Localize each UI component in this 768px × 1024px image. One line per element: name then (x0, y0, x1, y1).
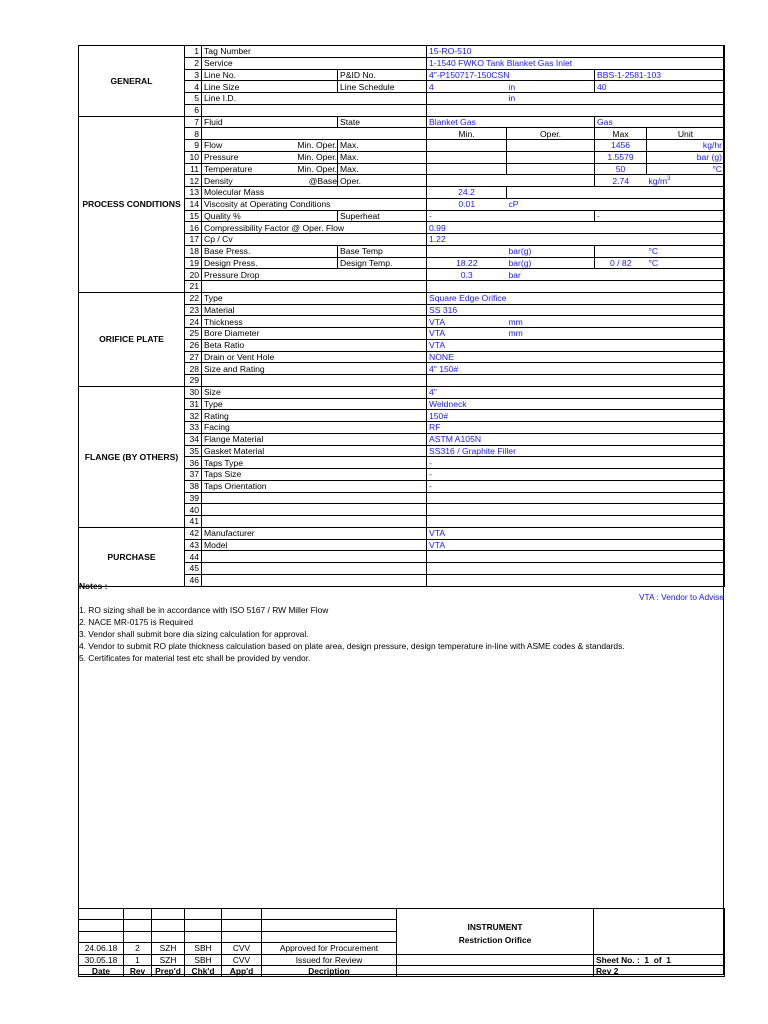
bore-label: Bore Diameter (202, 328, 427, 340)
row-number: 20 (185, 269, 202, 281)
taps-type-label: Taps Type (202, 457, 427, 469)
rev-description: Issued for Review (262, 954, 397, 965)
cpcv-label: Cp / Cv (202, 234, 427, 246)
pid-label: P&ID No. (338, 69, 427, 81)
row-number: 8 (185, 128, 202, 140)
quality-value: - (427, 210, 595, 222)
notes-block (79, 580, 724, 664)
revision-block (78, 908, 725, 977)
gasket-material-value: SS316 / Graphite Filler (427, 445, 725, 457)
pressure-drop-unit: bar (507, 269, 725, 281)
row-number: 35 (185, 445, 202, 457)
drain-value: NONE (427, 351, 725, 363)
row-number: 29 (185, 375, 202, 387)
rev-checked: SBH (185, 954, 222, 965)
row-number: 14 (185, 198, 202, 210)
row-number: 2 (185, 57, 202, 69)
base-temp-label: Base Temp (338, 245, 427, 257)
mw-label: Molecular Mass (202, 187, 427, 199)
row-number: 36 (185, 457, 202, 469)
row-number: 46 (185, 574, 202, 586)
row-number: 3 (185, 69, 202, 81)
rev-date: 24.06.18 (79, 943, 124, 954)
header-description: Decription (262, 965, 397, 976)
pressure-label: Pressure (202, 151, 280, 163)
line-size-label: Line Size (202, 81, 338, 93)
flange-type-label: Type (202, 398, 427, 410)
notes-title: Notes : (79, 581, 108, 591)
row-number: 16 (185, 222, 202, 234)
line-size-unit: in (507, 81, 595, 93)
beta-value: VTA (427, 339, 725, 351)
row-number: 18 (185, 245, 202, 257)
row-number: 38 (185, 480, 202, 492)
schedule-value: 40 (595, 81, 725, 93)
gasket-material-label: Gasket Material (202, 445, 427, 457)
row-number: 27 (185, 351, 202, 363)
row-number: 43 (185, 539, 202, 551)
sheet-number: Sheet No. : 1 of 1 (594, 954, 725, 965)
beta-label: Beta Ratio (202, 339, 427, 351)
header-prepared: Prep'd (152, 965, 185, 976)
model-value: VTA (427, 539, 725, 551)
note-line: 1. RO sizing shall be in accordance with ISO 5167 / RW Miller Flow (79, 605, 329, 615)
cpcv-value: 1.22 (427, 234, 725, 246)
size-rating-label: Size and Rating (202, 363, 427, 375)
rev-number: 1 (124, 954, 152, 965)
document-title-line1: INSTRUMENT (467, 922, 523, 933)
row-number: 30 (185, 386, 202, 398)
header-checked: Chk'd (185, 965, 222, 976)
note-line: 2. NACE MR-0175 is Required (79, 617, 194, 627)
header-date: Date (79, 965, 124, 976)
design-press-label: Design Press. (202, 257, 338, 269)
pressure-max-label: Max. (338, 151, 427, 163)
flange-rating-value: 150# (427, 410, 725, 422)
fluid-value: Blanket Gas (427, 116, 595, 128)
base-temp-unit: °C (647, 245, 725, 257)
compressibility-value: 0.99 (427, 222, 725, 234)
row-number: 31 (185, 398, 202, 410)
row-number: 28 (185, 363, 202, 375)
row-number: 42 (185, 527, 202, 539)
quality-label: Quality % (202, 210, 338, 222)
line-id-unit: in (507, 93, 725, 105)
note-line: 3. Vendor shall submit bore dia sizing calculation for approval. (79, 629, 309, 639)
temperature-unit: °C (647, 163, 725, 175)
section-general: GENERAL (79, 46, 185, 117)
header-rev: Rev (124, 965, 152, 976)
design-temp-unit: °C (647, 257, 725, 269)
row-number: 45 (185, 563, 202, 575)
header-unit: Unit (647, 128, 725, 140)
taps-type-value: - (427, 457, 725, 469)
service-value: 1-1540 FWKO Tank Blanket Gas Inlet (427, 57, 725, 69)
manufacturer-label: Manufacturer (202, 527, 427, 539)
pressure-min-oper: Min. Oper. (280, 151, 338, 163)
row-number: 26 (185, 339, 202, 351)
taps-orientation-value: - (427, 480, 725, 492)
row-number: 15 (185, 210, 202, 222)
note-line: 5. Certificates for material test etc shall be provided by vendor. (79, 653, 311, 663)
density-label: Density (202, 175, 280, 187)
temperature-label: Temperature (202, 163, 280, 175)
tag-value: 15-RO-510 (427, 46, 725, 58)
row-number: 34 (185, 433, 202, 445)
taps-size-value: - (427, 469, 725, 481)
section-purchase: PURCHASE (79, 527, 185, 586)
row-number: 44 (185, 551, 202, 563)
row-number: 4 (185, 81, 202, 93)
density-oper: Oper. (338, 175, 427, 187)
orifice-type-value: Square Edge Orifice (427, 292, 725, 304)
thickness-unit: mm (507, 316, 725, 328)
blank-value (427, 104, 725, 116)
row-number: 19 (185, 257, 202, 269)
rev-number: 2 (124, 943, 152, 954)
tag-label: Tag Number (202, 46, 427, 58)
design-press-value: 18.22 (427, 257, 507, 269)
mw-value: 24.2 (427, 187, 507, 199)
header-min: Min. (427, 128, 507, 140)
header-approved: App'd (222, 965, 262, 976)
row-number: 41 (185, 516, 202, 528)
flange-material-label: Flange Material (202, 433, 427, 445)
line-id-label: Line I.D. (202, 93, 427, 105)
row-number: 7 (185, 116, 202, 128)
taps-orientation-label: Taps Orientation (202, 480, 427, 492)
drain-label: Drain or Vent Hole (202, 351, 427, 363)
flow-max-label: Max. (338, 140, 427, 152)
rev-approved: CVV (222, 954, 262, 965)
flow-min-oper: Min. Oper. (280, 140, 338, 152)
superheat-label: Superheat (338, 210, 427, 222)
design-press-unit: bar(g) (507, 257, 595, 269)
flow-label: Flow (202, 140, 280, 152)
viscosity-label: Viscosity at Operating Conditions (202, 198, 427, 210)
rev-description: Approved for Procurement (262, 943, 397, 954)
flange-material-value: ASTM A105N (427, 433, 725, 445)
flange-facing-label: Facing (202, 422, 427, 434)
bore-unit: mm (507, 328, 725, 340)
size-rating-value: 4" 150# (427, 363, 725, 375)
row-number: 11 (185, 163, 202, 175)
flange-size-value: 4" (427, 386, 725, 398)
row-number: 37 (185, 469, 202, 481)
bore-value: VTA (427, 328, 507, 340)
row-number: 1 (185, 46, 202, 58)
rev-checked: SBH (185, 943, 222, 954)
model-label: Model (202, 539, 427, 551)
pressure-drop-value: 0.3 (427, 269, 507, 281)
line-no-value: 4"-P150717-150CSN (427, 69, 595, 81)
density-unit: $kg/m^3$ (647, 175, 725, 187)
row-number: 13 (185, 187, 202, 199)
line-no-label: Line No. (202, 69, 338, 81)
orifice-material-label: Material (202, 304, 427, 316)
flow-max-value: 1456 (595, 140, 647, 152)
row-number: 6 (185, 104, 202, 116)
flange-size-label: Size (202, 386, 427, 398)
section-process: PROCESS CONDITIONS (79, 116, 185, 292)
blank-label (202, 104, 427, 116)
row-number: 5 (185, 93, 202, 105)
compressibility-label: Compressibility Factor @ Oper. Flow (202, 222, 427, 234)
line-id-value (427, 93, 507, 105)
row-number: 22 (185, 292, 202, 304)
row-number: 25 (185, 328, 202, 340)
flow-unit: kg/hr (647, 140, 725, 152)
row-number: 9 (185, 140, 202, 152)
row-number: 24 (185, 316, 202, 328)
rev-date: 30.05.18 (79, 954, 124, 965)
density-base: @Base (280, 175, 338, 187)
header-max: Max (595, 128, 647, 140)
header-oper: Oper. (507, 128, 595, 140)
service-label: Service (202, 57, 427, 69)
state-label: State (338, 116, 427, 128)
pid-value: BBS-1-2581-103 (595, 69, 725, 81)
rev-approved: CVV (222, 943, 262, 954)
schedule-label: Line Schedule (338, 81, 427, 93)
spec-table (78, 45, 725, 587)
temperature-max-value: 50 (595, 163, 647, 175)
document-title-line2: Restriction Orifice (458, 935, 532, 946)
pressure-drop-label: Pressure Drop (202, 269, 427, 281)
rev-prepared: SZH (152, 954, 185, 965)
document-title (397, 909, 594, 955)
temperature-min-oper: Min. Oper. (280, 163, 338, 175)
row-number: 39 (185, 492, 202, 504)
fluid-label: Fluid (202, 116, 338, 128)
superheat-value: - (595, 210, 725, 222)
flange-type-value: Weldneck (427, 398, 725, 410)
design-temp-value: 0 / 82 (595, 257, 647, 269)
document-revision: Rev 2 (594, 965, 725, 976)
orifice-material-value: SS 316 (427, 304, 725, 316)
thickness-label: Thickness (202, 316, 427, 328)
pressure-max-value: 1.5579 (595, 151, 647, 163)
row-number: 10 (185, 151, 202, 163)
row-number: 12 (185, 175, 202, 187)
section-orifice: ORIFICE PLATE (79, 292, 185, 386)
row-number: 23 (185, 304, 202, 316)
row-number: 32 (185, 410, 202, 422)
note-line: 4. Vendor to submit RO plate thickness calculation based on plate area, design pressure, design temperature in-line with ASME codes & standards. (79, 641, 625, 651)
flange-rating-label: Rating (202, 410, 427, 422)
orifice-type-label: Type (202, 292, 427, 304)
taps-size-label: Taps Size (202, 469, 427, 481)
thickness-value: VTA (427, 316, 507, 328)
pressure-unit: bar (g) (647, 151, 725, 163)
base-press-label: Base Press. (202, 245, 338, 257)
viscosity-unit: cP (507, 198, 725, 210)
manufacturer-value: VTA (427, 527, 725, 539)
row-number: 21 (185, 281, 202, 293)
density-max-value: 2.74 (595, 175, 647, 187)
flange-facing-value: RF (427, 422, 725, 434)
base-press-unit: bar(g) (507, 245, 595, 257)
row-number: 33 (185, 422, 202, 434)
temperature-max-label: Max. (338, 163, 427, 175)
row-number: 17 (185, 234, 202, 246)
rev-prepared: SZH (152, 943, 185, 954)
vta-legend: VTA : Vendor to Advise (638, 592, 724, 602)
state-value: Gas (595, 116, 725, 128)
section-flange: FLANGE (BY OTHERS) (79, 386, 185, 527)
row-number: 40 (185, 504, 202, 516)
design-temp-label: Design Temp. (338, 257, 427, 269)
line-size-value: 4 (427, 81, 507, 93)
viscosity-value: 0.01 (427, 198, 507, 210)
